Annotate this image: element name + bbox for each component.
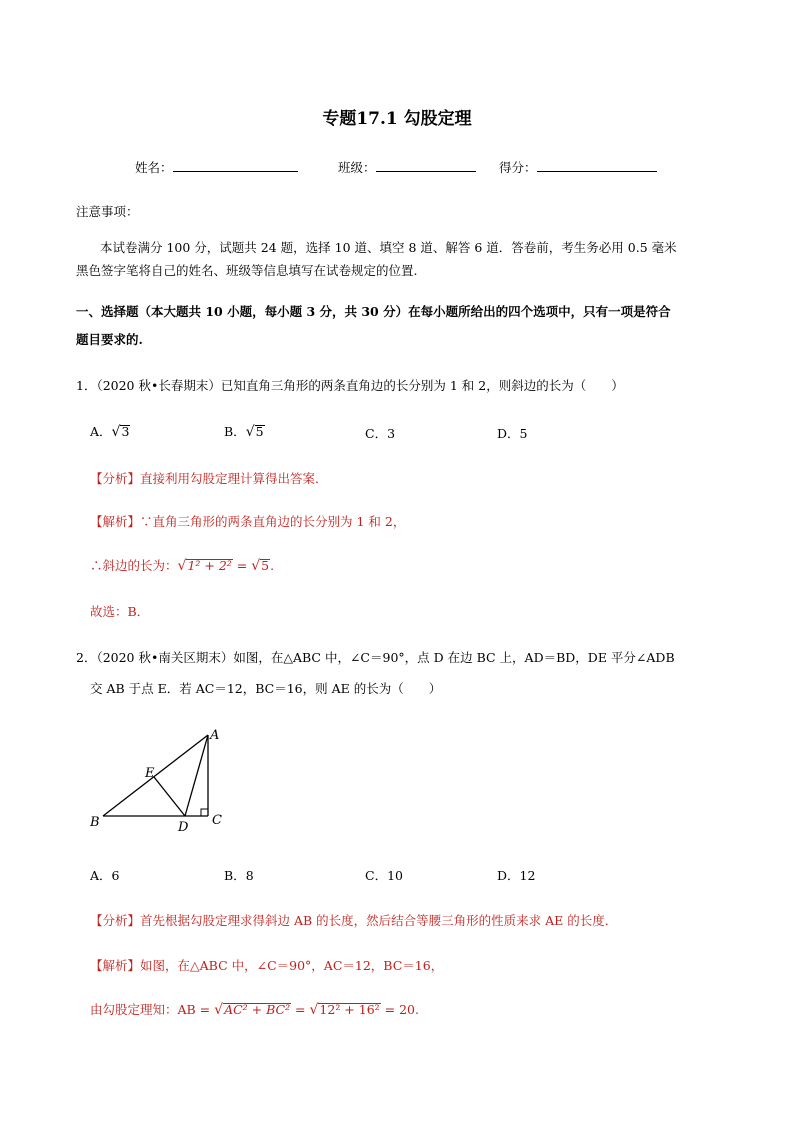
q1-option-d-value: 5 bbox=[519, 426, 528, 441]
q1-option-d bbox=[497, 424, 527, 442]
notice-line1: 本试卷满分 100 分，试题共 24 题，选择 10 道、填空 8 道、解答 6 道．答卷前，考生务必用 0.5 毫米 bbox=[100, 240, 677, 255]
q1-option-c-letter: C． bbox=[365, 426, 388, 441]
q1-solution-line1 bbox=[90, 512, 405, 530]
segment-da bbox=[185, 735, 208, 816]
q2-solution-radicand2: 12² + 16² bbox=[319, 1002, 380, 1017]
q2-option-c-letter: C． bbox=[365, 868, 388, 883]
q2-solution-end: = 20. bbox=[380, 1002, 419, 1017]
q1-option-b-letter: B． bbox=[224, 424, 246, 439]
q1-option-a-value: 3 bbox=[121, 424, 130, 439]
page-title: 专题17.1 勾股定理 bbox=[322, 109, 472, 129]
section-heading-line2: 题目要求的. bbox=[76, 332, 143, 347]
q1-option-b bbox=[224, 422, 265, 440]
q1-solution-text: ∵直角三角形的两条直角边的长分别为 1 和 2， bbox=[140, 514, 406, 529]
label-a: A bbox=[210, 728, 220, 743]
q2-analysis-text: 首先根据勾股定理求得斜边 AB 的长度，然后结合等腰三角形的性质来求 AE 的长度． bbox=[140, 913, 618, 928]
q2-solution-line2 bbox=[90, 1000, 419, 1018]
q1-option-c-value: 3 bbox=[387, 426, 396, 441]
q1-solution-line2 bbox=[90, 556, 274, 574]
q1-option-a bbox=[90, 422, 130, 440]
sqrt-symbol: √ bbox=[251, 558, 261, 574]
name-field bbox=[135, 158, 298, 176]
triangle-figure bbox=[88, 725, 238, 840]
q2-solution-line2-prefix: 由勾股定理知：AB = bbox=[90, 1002, 215, 1017]
sqrt-symbol: √ bbox=[177, 558, 187, 574]
q1-analysis-tag: 【分析】 bbox=[90, 471, 141, 486]
q2-solution-tag: 【解析】 bbox=[90, 958, 141, 973]
sqrt-symbol: √ bbox=[245, 424, 255, 440]
q1-option-c bbox=[365, 424, 395, 442]
q1-analysis-text: 直接利用勾股定理计算得出答案． bbox=[140, 471, 328, 486]
q1-solution-end: . bbox=[270, 558, 275, 573]
q2-stem-line2: 交 AB 于点 E．若 AC＝12，BC＝16，则 AE 的长为（ ） bbox=[90, 681, 442, 696]
q2-solution-eq: = bbox=[291, 1002, 310, 1017]
right-angle-mark bbox=[201, 809, 208, 816]
q1-option-b-value: 5 bbox=[255, 424, 264, 439]
q1-analysis bbox=[90, 469, 328, 487]
q1-option-a-letter: A． bbox=[90, 424, 112, 439]
q2-option-b bbox=[224, 866, 254, 884]
sqrt-symbol: √ bbox=[111, 424, 121, 440]
label-b: B bbox=[90, 815, 100, 830]
name-blank[interactable] bbox=[173, 158, 298, 172]
q2-solution-radicand: AC² + BC² bbox=[224, 1002, 291, 1017]
name-label: 姓名： bbox=[135, 160, 173, 175]
score-blank[interactable] bbox=[537, 158, 657, 172]
q2-option-b-value: 8 bbox=[245, 868, 254, 883]
class-label: 班级： bbox=[338, 160, 376, 175]
notice-heading: 注意事项： bbox=[76, 204, 139, 219]
q1-option-d-letter: D． bbox=[497, 426, 520, 441]
sqrt-symbol: √ bbox=[214, 1002, 224, 1018]
section-heading-line1: 一、选择题（本大题共 10 小题，每小题 3 分，共 30 分）在每小题所给出的四个选项中，只有一项是符合 bbox=[76, 304, 671, 319]
q1-solution-tag: 【解析】 bbox=[90, 514, 141, 529]
class-field bbox=[338, 158, 476, 176]
q2-option-d-value: 12 bbox=[519, 868, 536, 883]
q1-solution-eq: = bbox=[232, 558, 252, 573]
q2-option-b-letter: B． bbox=[224, 868, 246, 883]
q2-option-d-letter: D． bbox=[497, 868, 520, 883]
q2-option-a-letter: A． bbox=[90, 868, 112, 883]
label-e: E bbox=[145, 766, 155, 781]
label-d: D bbox=[178, 820, 189, 835]
q2-option-c bbox=[365, 866, 403, 884]
q2-option-a bbox=[90, 866, 119, 884]
segment-ed bbox=[154, 777, 185, 816]
score-field bbox=[499, 158, 657, 176]
q2-solution-line1 bbox=[90, 956, 443, 974]
q2-analysis bbox=[90, 911, 617, 929]
q2-option-c-value: 10 bbox=[387, 868, 403, 883]
segment-ba bbox=[103, 735, 208, 816]
q1-stem: 1．（2020 秋•长春期末）已知直角三角形的两条直角边的长分别为 1 和 2，则斜边的长为（ ） bbox=[76, 378, 624, 393]
q1-solution-radicand: 1² + 2² bbox=[187, 558, 232, 573]
q2-option-a-value: 6 bbox=[111, 868, 120, 883]
q2-analysis-tag: 【分析】 bbox=[90, 913, 141, 928]
q1-solution-result: 5 bbox=[261, 558, 270, 573]
label-c: C bbox=[212, 813, 222, 828]
sqrt-symbol: √ bbox=[309, 1002, 319, 1018]
notice-line2: 黑色签字笔将自己的姓名、班级等信息填写在试卷规定的位置. bbox=[76, 263, 418, 278]
q1-answer: 故选：B． bbox=[90, 604, 150, 619]
class-blank[interactable] bbox=[376, 158, 476, 172]
score-label: 得分： bbox=[499, 160, 537, 175]
q1-solution-line2-prefix: ∴斜边的长为： bbox=[90, 558, 178, 573]
q2-stem-line1: 2．（2020 秋•南关区期末）如图，在△ABC 中，∠C＝90°，点 D 在边 BC 上，AD＝BD，DE 平分∠ADB bbox=[76, 650, 675, 665]
q2-option-d bbox=[497, 866, 535, 884]
q2-solution-text: 如图，在△ABC 中，∠C＝90°，AC＝12，BC＝16， bbox=[140, 958, 444, 973]
